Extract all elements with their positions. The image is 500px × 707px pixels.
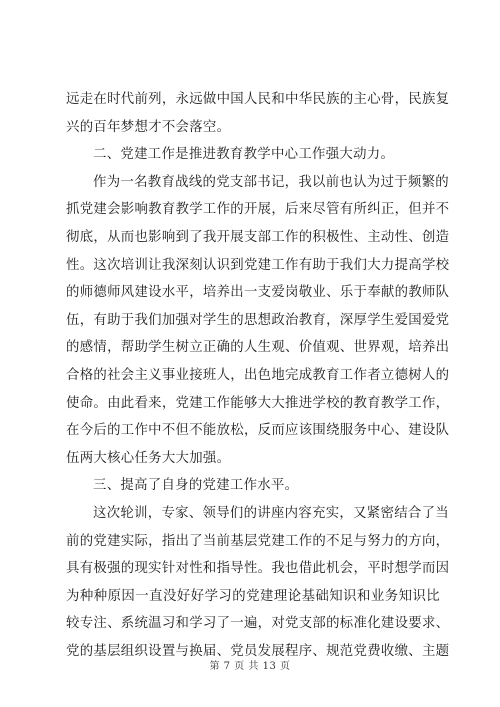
text-line: 的师德师风建设水平，培养出一支爱岗敬业、乐于奉献的教师队 bbox=[66, 285, 450, 301]
text-line: 抓党建会影响教育教学工作的开展，后来尽管有所纠正，但并不 bbox=[66, 202, 450, 218]
text-line: 在今后的工作中不但不能放松，反而应该围绕服务中心、建设队 bbox=[66, 423, 450, 439]
document-body bbox=[66, 86, 450, 665]
text-line: 兴的百年梦想才不会落空。 bbox=[66, 119, 231, 135]
text-line: 使命。由此看来，党建工作能够大大推进学校的教育教学工作， bbox=[66, 395, 450, 411]
text-line: 的感情，帮助学生树立正确的人生观、价值观、世界观，培养出 bbox=[66, 340, 450, 356]
text-line: 彻底，从而也影响到了我开展支部工作的积极性、主动性、创造 bbox=[66, 229, 450, 245]
text-line: 为种种原因一直没好好学习的党建理论基础知识和业务知识比 bbox=[66, 588, 440, 604]
text-line: 远走在时代前列，永远做中国人民和中华民族的主心骨，民族复 bbox=[66, 92, 450, 107]
text-line: 伍两大核心任务大大加强。 bbox=[66, 450, 231, 466]
text-line: 合格的社会主义事业接班人，出色地完成教育工作者立德树人的 bbox=[66, 367, 450, 383]
text-line: 作为一名教育战线的党支部书记，我以前也认为过于频繁的 bbox=[93, 174, 449, 190]
page-number-footer: 第 7 页 共 13 页 bbox=[209, 661, 291, 672]
text-line: 伍，有助于我们加强对学生的思想政治教育，深厚学生爱国爱党 bbox=[66, 312, 450, 328]
text-line: 这次轮训，专家、领导们的讲座内容充实，又紧密结合了当 bbox=[93, 505, 449, 521]
text-line: 具有极强的现实针对性和指导性。我也借此机会，平时想学而因 bbox=[66, 561, 450, 577]
section-heading: 三、提高了自身的党建工作水平。 bbox=[93, 478, 299, 494]
text-line: 前的党建实际，指出了当前基层党建工作的不足与努力的方向， bbox=[66, 533, 450, 549]
section-heading: 二、党建工作是推进教育教学中心工作强大动力。 bbox=[93, 147, 395, 163]
text-line: 党的基层组织设置与换届、党员发展程序、规范党费收缴、主题 bbox=[66, 643, 450, 659]
text-line: 较专注、系统温习和学习了一遍，对党支部的标准化建设要求、 bbox=[66, 616, 450, 632]
text-line: 性。这次培训让我深刻认识到党建工作有助于我们大力提高学校 bbox=[66, 257, 450, 273]
